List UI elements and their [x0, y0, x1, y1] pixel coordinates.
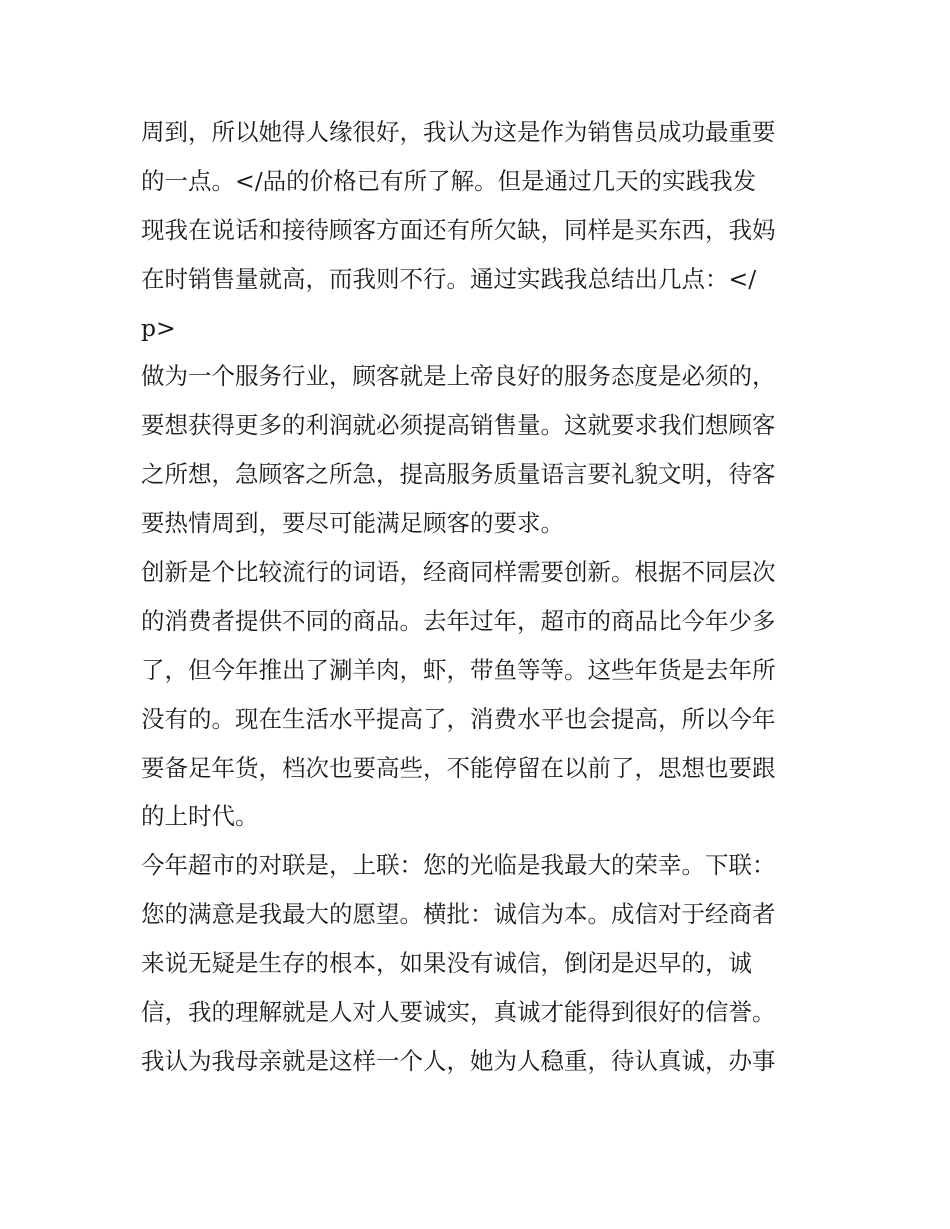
text-line: 我认为我母亲就是这样一个人，她为人稳重，待认真诚，办事 [141, 1046, 776, 1075]
text-line: 您的满意是我最大的愿望。横批：诚信为本。成信对于经商者 [141, 900, 776, 929]
text-line: 创新是个比较流行的词语，经商同样需要创新。根据不同层次 [141, 558, 776, 587]
text-line: 信，我的理解就是人对人要诚实，真诚才能得到很好的信誉。 [141, 998, 776, 1027]
text-line: 的一点。</品的价格已有所了解。但是通过几天的实践我发 [141, 166, 757, 195]
text-line: 的上时代。 [141, 802, 259, 831]
text-line: p> [141, 313, 176, 342]
text-line: 之所想，急顾客之所急，提高服务质量语言要礼貌文明，待客 [141, 460, 776, 489]
text-line: 要热情周到，要尽可能满足顾客的要求。 [141, 509, 564, 538]
text-line: 没有的。现在生活水平提高了，消费水平也会提高，所以今年 [141, 704, 776, 733]
body-text [141, 108, 821, 1086]
text-line: 现我在说话和接待顾客方面还有所欠缺，同样是买东西，我妈 [141, 215, 776, 244]
text-line: 周到，所以她得人缘很好，我认为这是作为销售员成功最重要 [141, 118, 776, 146]
text-line: 要备足年货，档次也要高些，不能停留在以前了，思想也要跟 [141, 753, 776, 782]
text-line: 做为一个服务行业，顾客就是上帝良好的服务态度是必须的， [141, 362, 776, 391]
text-line: 要想获得更多的利润就必须提高销售量。这就要求我们想顾客 [141, 411, 776, 440]
text-line: 了，但今年推出了涮羊肉，虾，带鱼等等。这些年货是去年所 [141, 655, 776, 684]
text-line: 今年超市的对联是，上联：您的光临是我最大的荣幸。下联： [141, 851, 776, 880]
text-line: 的消费者提供不同的商品。去年过年，超市的商品比今年少多 [141, 606, 776, 635]
text-line: 来说无疑是生存的根本，如果没有诚信，倒闭是迟早的，诚 [141, 949, 752, 978]
text-line: 在时销售量就高，而我则不行。通过实践我总结出几点：</ [141, 264, 757, 293]
